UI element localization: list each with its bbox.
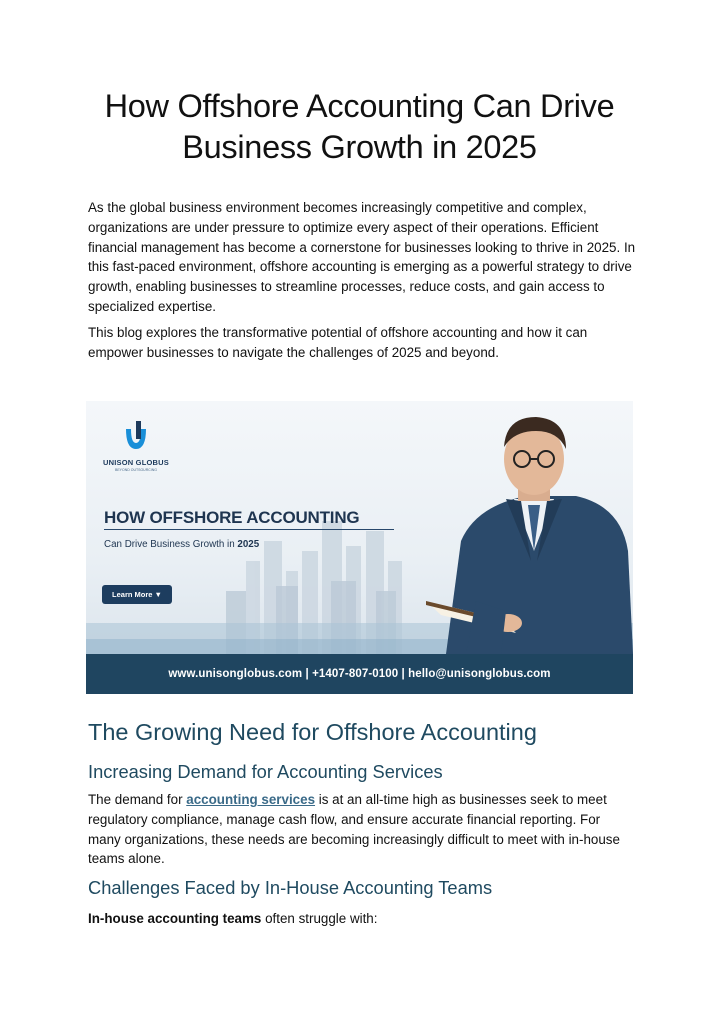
page-title: How Offshore Accounting Can Drive Business Growth in 2025	[104, 88, 615, 165]
brand-logo	[86, 415, 186, 475]
section-heading-growing-need: The Growing Need for Offshore Accounting	[88, 719, 537, 745]
intro-paragraph-2: This blog explores the transformative potential of offshore accounting and how it can empower businesses to navigate the challenges of 2025 and beyond.	[88, 325, 588, 360]
brand-name: UNISON GLOBUS	[103, 458, 169, 467]
learn-more-button[interactable]: Learn More ▼	[102, 585, 172, 604]
demand-paragraph: The demand for accounting services is at an all-time high as businesses seek to meet regulatory compliance, manage cash flow, and ensure accurate financial reporting. For many organizations, these needs are becoming increasingly difficult to meet with in-house teams alone.	[88, 792, 620, 867]
banner-headline: HOW OFFSHORE ACCOUNTING	[104, 508, 360, 527]
hero-banner-image	[86, 401, 633, 694]
contact-info: www.unisonglobus.com | +1407-807-0100 | hello@unisonglobus.com	[168, 668, 551, 680]
businessman-reading-book-illustration	[406, 401, 633, 654]
subheading-challenges: Challenges Faced by In-House Accounting Teams	[88, 877, 493, 898]
intro-paragraph-1: As the global business environment becomes increasingly competitive and complex, organizations are under pressure to optimize every aspect of their operations. Efficient financial management has become a cornerstone for businesses looking to thrive in 2025. In this fast-paced environment, offshore accounting is emerging as a powerful strategy to drive growth, enabling businesses to streamline processes, reduce costs, and gain access to specialized expertise.	[88, 200, 636, 314]
banner-divider	[104, 529, 394, 530]
unison-globus-logo-icon	[86, 415, 186, 455]
subheading-increasing-demand: Increasing Demand for Accounting Services	[88, 761, 443, 782]
banner-subhead: Can Drive Business Growth in 2025	[104, 539, 260, 550]
brand-tagline: BEYOND OUTSOURCING	[114, 468, 157, 472]
accounting-services-link[interactable]: accounting services	[186, 792, 316, 807]
challenges-paragraph: In-house accounting teams often struggle with:	[88, 911, 378, 926]
banner-contact-bar	[86, 654, 633, 694]
